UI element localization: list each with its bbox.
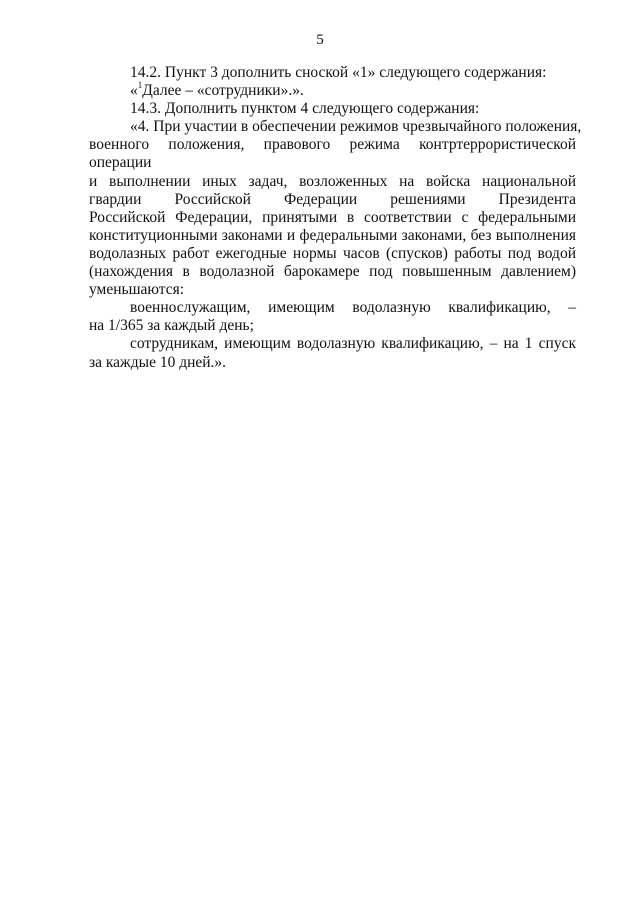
- employees-line: за каждые 10 дней.».: [89, 353, 227, 371]
- document-body: [89, 64, 582, 372]
- footnote-text: Далее – «сотрудники».».: [142, 82, 304, 100]
- military-line: военнослужащим, имеющим водолазную квалификацию, –: [130, 299, 576, 317]
- footnote-mark: 1: [137, 79, 143, 90]
- paragraph-footnote-text: [89, 79, 576, 100]
- paragraph-14-3: 14.3. Дополнить пунктом 4 следующего содержания:: [130, 100, 480, 118]
- page-number: 5: [316, 32, 324, 48]
- paragraph-military: [89, 299, 576, 335]
- point-4-line: (нахождения в водолазной барокамере под повышенным давлением): [89, 263, 576, 281]
- military-line: на 1/365 за каждый день;: [89, 317, 254, 335]
- paragraph-point-4: [89, 118, 582, 299]
- point-4-line: уменьшаются:: [89, 281, 185, 299]
- paragraph-employees: [89, 335, 576, 371]
- point-4-line: военного положения, правового режима контртеррористической операции: [89, 136, 576, 172]
- point-4-line: гвардии Российской Федерации решениями Президента: [89, 190, 576, 208]
- point-4-line: «4. При участии в обеспечении режимов чрезвычайного положения,: [130, 118, 582, 136]
- employees-line: сотрудникам, имеющим водолазную квалификацию, – на 1 спуск: [130, 335, 576, 353]
- point-4-line: Российской Федерации, принятыми в соответствии с федеральными: [89, 208, 576, 226]
- point-4-line: конституционными законами и федеральными законами, без выполнения: [89, 226, 576, 244]
- open-quote: «: [130, 82, 138, 100]
- point-4-line: водолазных работ ежегодные нормы часов (спусков) работы под водой: [89, 244, 576, 262]
- paragraph-14-2: 14.2. Пункт 3 дополнить сноской «1» следующего содержания:: [130, 64, 547, 81]
- point-4-line: и выполнении иных задач, возложенных на войска национальной: [89, 172, 576, 190]
